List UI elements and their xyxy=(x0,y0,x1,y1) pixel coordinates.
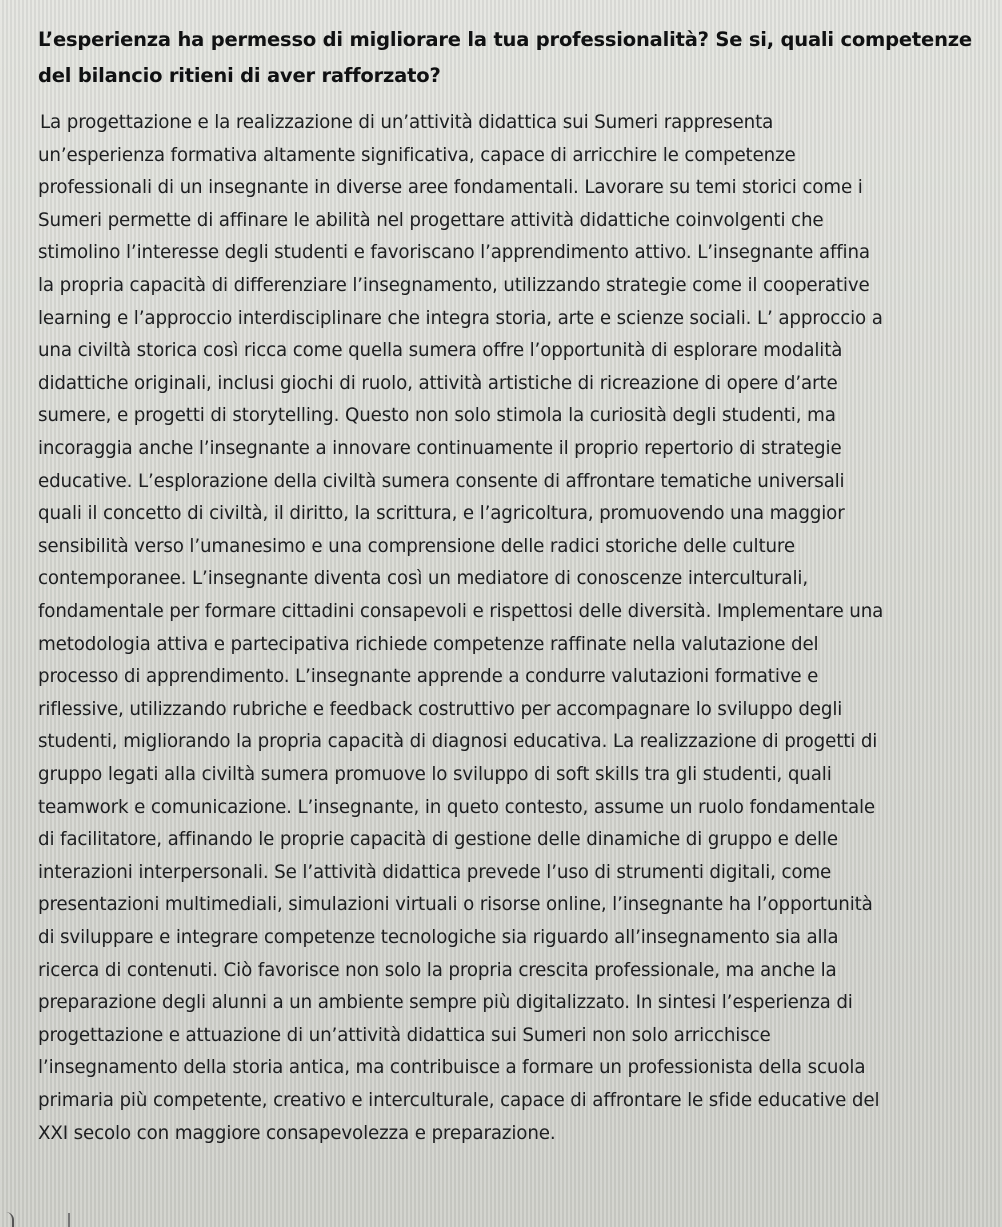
page-corner-mark xyxy=(0,1212,14,1227)
answer-line: preparazione degli alunni a un ambiente sempre più digitalizzato. In sintesi l’esperienza di xyxy=(38,992,853,1014)
answer-line: interazioni interpersonali. Se l’attività didattica prevede l’uso di strumenti digitali, come xyxy=(38,861,832,883)
answer-line: incoraggia anche l’insegnante a innovare continuamente il proprio repertorio di strategie xyxy=(38,438,842,459)
answer-line: di facilitatore, affinando le proprie capacità di gestione delle dinamiche di gruppo e delle xyxy=(38,829,838,851)
answer-line: professionali di un insegnante in diverse aree fondamentali. Lavorare su temi storici come i xyxy=(38,177,863,199)
answer-line: una civiltà storica così ricca come quella sumera offre l’opportunità di esplorare modalità xyxy=(38,340,843,362)
answer-line: XXI secolo con maggiore consapevolezza e preparazione. xyxy=(38,1122,556,1144)
answer-line: La progettazione e la realizzazione di un’attività didattica sui Sumeri rappresenta xyxy=(40,112,774,133)
answer-line: sumere, e progetti di storytelling. Questo non solo stimola la curiosità degli studenti, ma xyxy=(38,405,836,427)
answer-line: Sumeri permette di affinare le abilità nel progettare attività didattiche coinvolgenti che xyxy=(38,209,824,231)
answer-line: progettazione e attuazione di un’attività didattica sui Sumeri non solo arricchisce xyxy=(38,1024,771,1046)
answer-line: metodologia attiva e partecipativa richiede competenze raffinate nella valutazione del xyxy=(38,633,819,655)
question-heading: L’esperienza ha permesso di migliorare la tua professionalità? Se si, quali competenze del bilancio ritieni di aver rafforzato? xyxy=(38,28,972,87)
answer-line: educative. L’esplorazione della civiltà sumera consente di affrontare tematiche universali xyxy=(38,470,845,492)
answer-line: teamwork e comunicazione. L’insegnante, in queto contesto, assume un ruolo fondamentale xyxy=(38,796,876,818)
answer-line: un’esperienza formativa altamente significativa, capace di arricchire le competenze xyxy=(38,144,796,166)
answer-line: l’insegnamento della storia antica, ma contribuisce a formare un professionista della scuola xyxy=(38,1057,866,1079)
answer-line: di sviluppare e integrare competenze tecnologiche sia riguardo all’insegnamento sia alla xyxy=(38,927,839,948)
answer-line: gruppo legati alla civiltà sumera promuove lo sviluppo di soft skills tra gli studenti, quali xyxy=(38,764,832,785)
text-cursor-mark xyxy=(68,1213,70,1227)
answer-line: learning e l’approccio interdisciplinare che integra storia, arte e scienze sociali. L’ approccio a xyxy=(38,307,883,329)
answer-line: riflessive, utilizzando rubriche e feedback costruttivo per accompagnare lo sviluppo degli xyxy=(38,698,843,720)
answer-line: sensibilità verso l’umanesimo e una comprensione delle radici storiche delle culture xyxy=(38,535,795,557)
answer-line: la propria capacità di differenziare l’insegnamento, utilizzando strategie come il cooperative xyxy=(38,275,870,296)
answer-line: didattiche originali, inclusi giochi di ruolo, attività artistiche di ricreazione di opere d’arte xyxy=(38,372,838,394)
answer-line: presentazioni multimediali, simulazioni virtuali o risorse online, l’insegnante ha l’opportunità xyxy=(38,894,873,916)
answer-line: stimolino l’interesse degli studenti e favoriscano l’apprendimento attivo. L’insegnante affina xyxy=(38,242,870,264)
answer-line: quali il concetto di civiltà, il diritto, la scrittura, e l’agricoltura, promuovendo una maggior xyxy=(38,503,845,525)
answer-line: contemporanee. L’insegnante diventa così un mediatore di conoscenze interculturali, xyxy=(38,568,808,590)
answer-line: primaria più competente, creativo e interculturale, capace di affrontare le sfide educative del xyxy=(38,1090,880,1111)
answer-line: studenti, migliorando la propria capacità di diagnosi educativa. La realizzazione di progetti di xyxy=(38,731,878,753)
answer-line: ricerca di contenuti. Ciò favorisce non solo la propria crescita professionale, ma anche la xyxy=(38,959,837,981)
answer-line: fondamentale per formare cittadini consapevoli e rispettosi delle diversità. Implementare una xyxy=(38,601,884,622)
answer-line: processo di apprendimento. L’insegnante apprende a condurre valutazioni formative e xyxy=(38,666,819,688)
